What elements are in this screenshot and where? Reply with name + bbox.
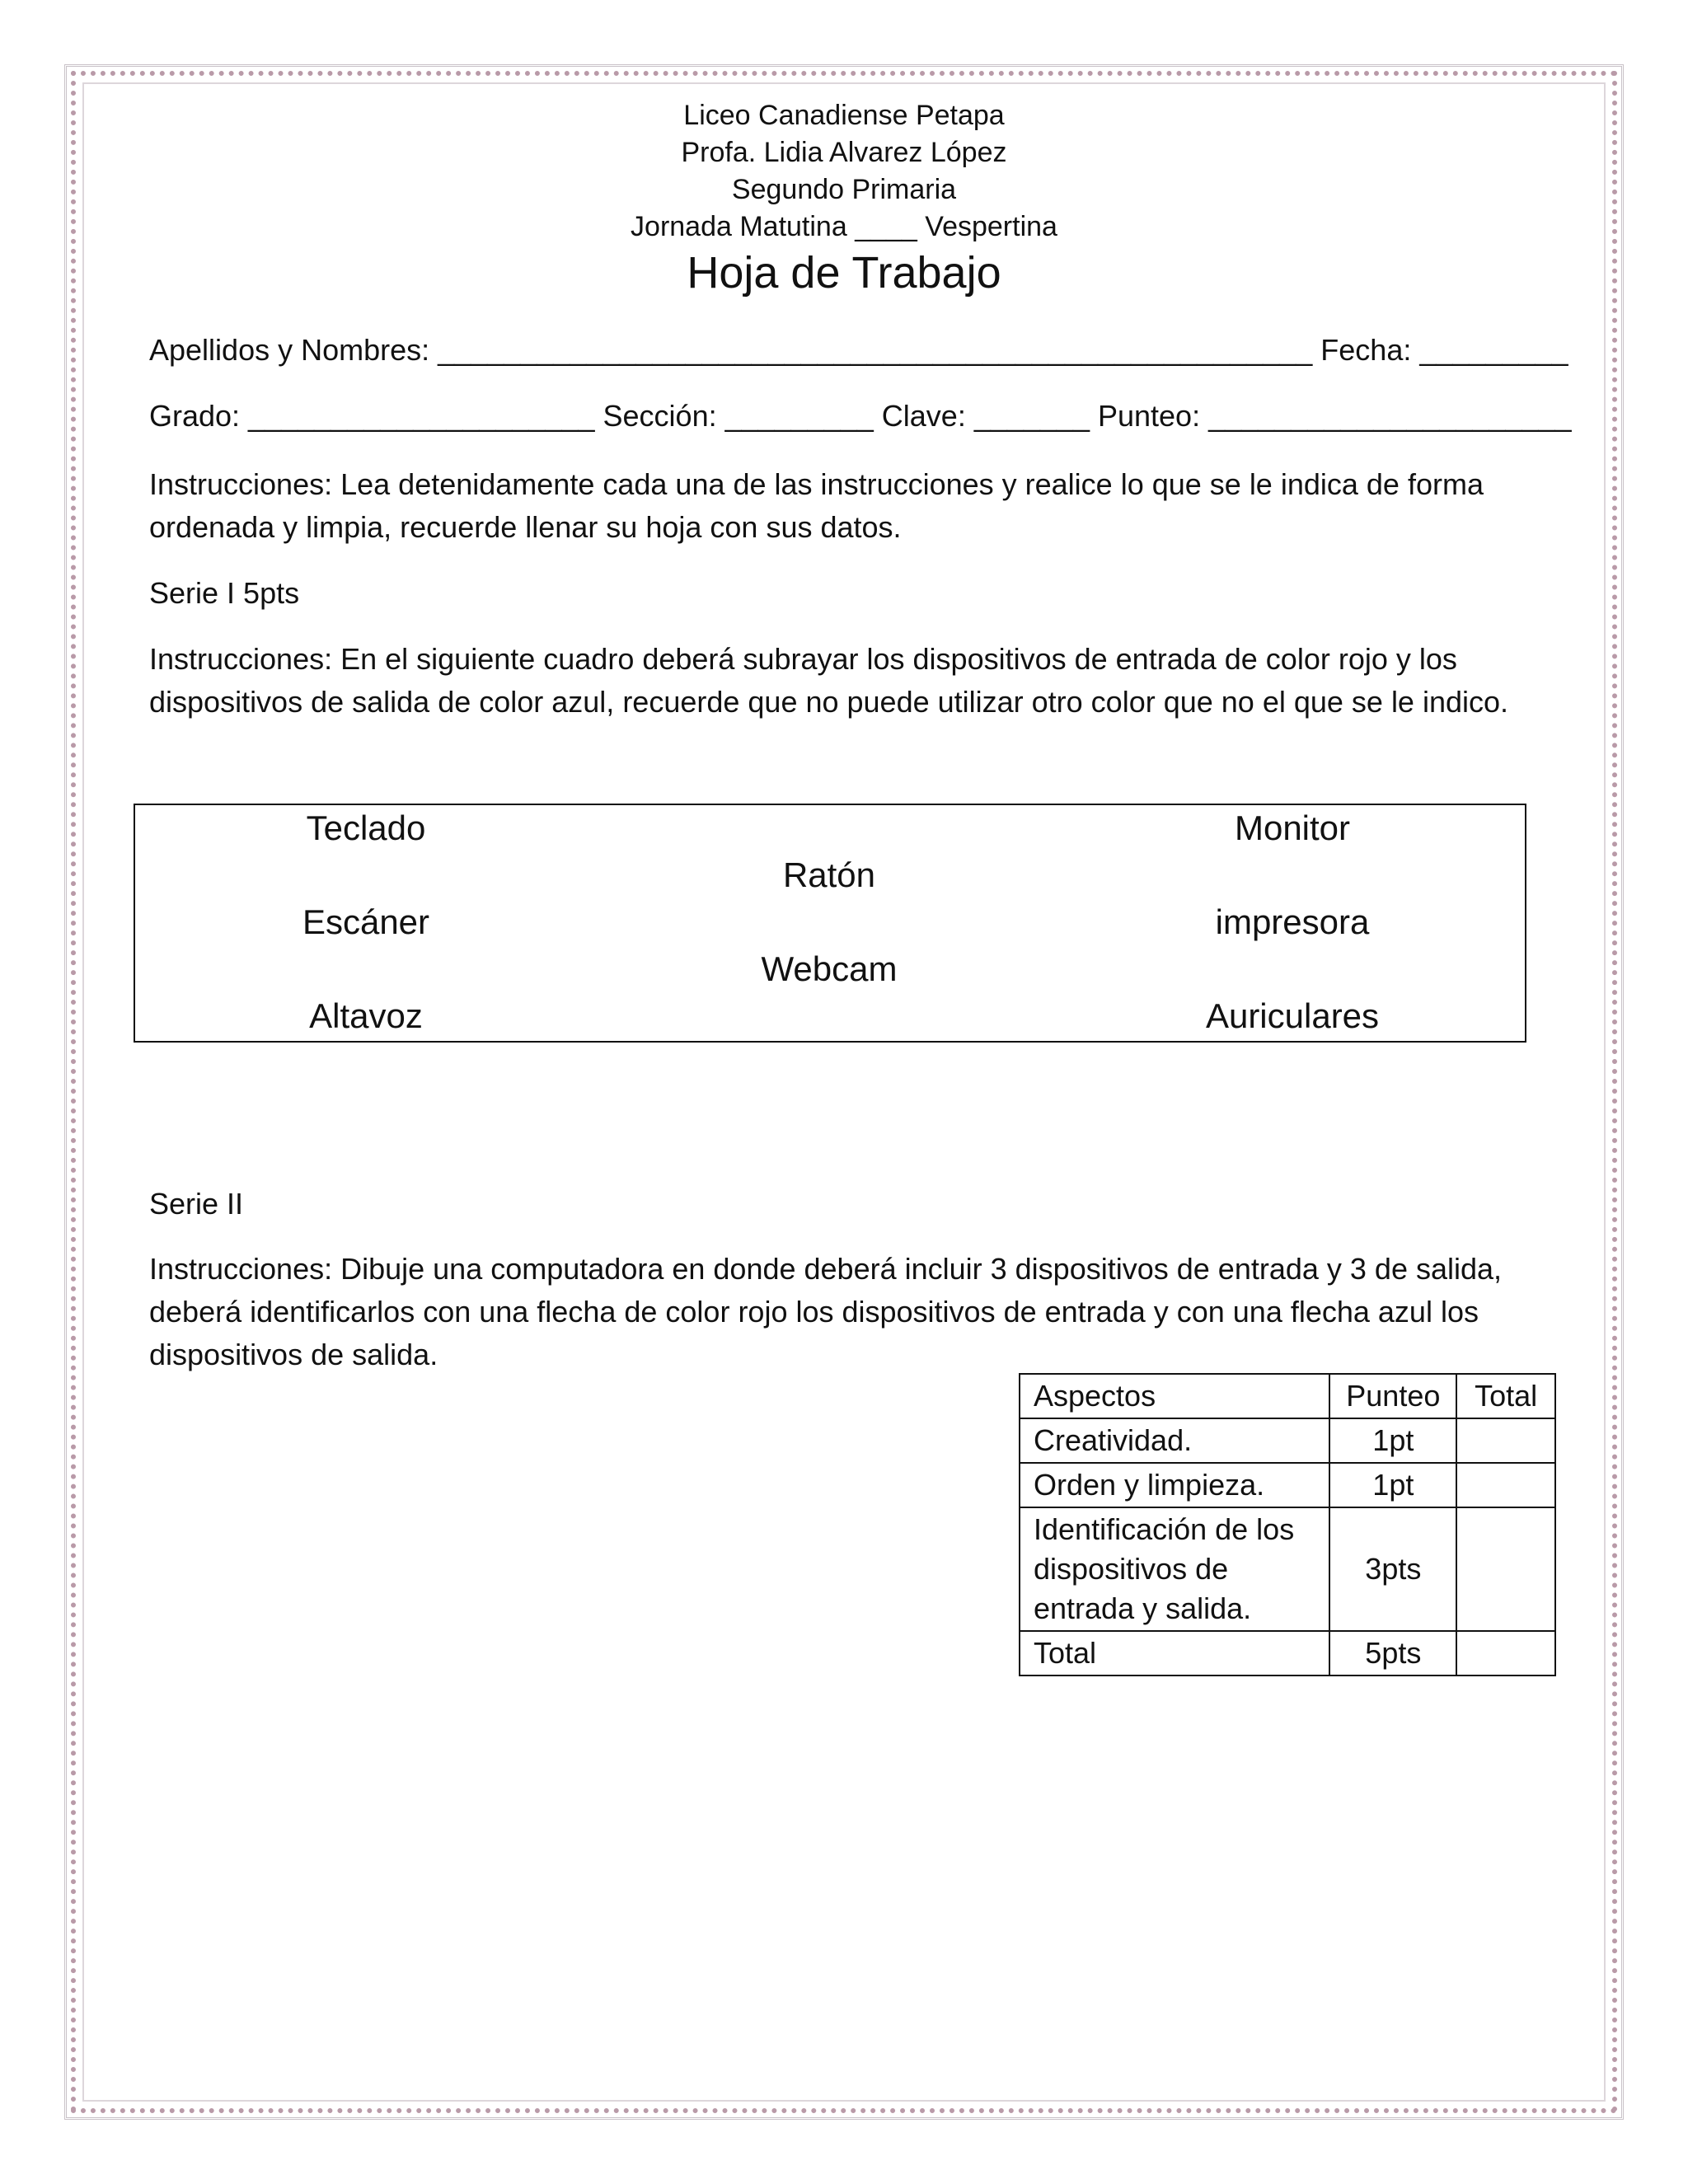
- word-teclado[interactable]: Teclado: [306, 808, 426, 847]
- word-altavoz[interactable]: Altavoz: [309, 996, 423, 1035]
- rubric-table: [1019, 1373, 1556, 1676]
- shift-line: Jornada Matutina ____ Vespertina: [631, 211, 1057, 242]
- rubric-total-cell[interactable]: [1456, 1418, 1555, 1463]
- rubric-header-total: Total: [1456, 1374, 1555, 1418]
- name-date-field[interactable]: Apellidos y Nombres: _____________________________________________________ Fecha: _________: [149, 333, 1568, 367]
- word-webcam[interactable]: Webcam: [761, 949, 898, 988]
- teacher-name: Profa. Lidia Alvarez López: [681, 137, 1007, 168]
- page-title: Hoja de Trabajo: [687, 248, 1001, 298]
- serie2-instructions: Instrucciones: Dibuje una computadora en donde deberá incluir 3 dispositivos de entrada y 3 de salida, deberá identificarlos con una flecha de color rojo los dispositivos de entrada y con una flecha azul los dispositivos de salida.: [149, 1252, 1503, 1371]
- rubric-row: [1020, 1507, 1555, 1631]
- rubric-row: [1020, 1463, 1555, 1507]
- rubric-total-cell[interactable]: [1456, 1631, 1555, 1675]
- rubric-row: [1020, 1631, 1555, 1675]
- rubric-aspect: Total: [1020, 1631, 1329, 1675]
- rubric-header-row: [1020, 1374, 1555, 1418]
- document-header: [0, 97, 1688, 246]
- rubric-aspect: Orden y limpieza.: [1020, 1463, 1329, 1507]
- word-impresora[interactable]: impresora: [1215, 902, 1370, 941]
- grade-level: Segundo Primaria: [731, 174, 957, 205]
- serie2-title: Serie II: [149, 1187, 244, 1221]
- rubric-header-points: Punteo: [1329, 1374, 1456, 1418]
- word-monitor[interactable]: Monitor: [1234, 808, 1351, 847]
- serie1-title: Serie I 5pts: [149, 576, 300, 610]
- grade-section-field[interactable]: Grado: _____________________ Sección: _________ Clave: _______ Punteo: ______________________: [149, 399, 1572, 433]
- word-escaner[interactable]: Escáner: [302, 902, 430, 941]
- word-raton[interactable]: Ratón: [782, 855, 876, 894]
- rubric-aspect: Identificación de los dispositivos de entrada y salida.: [1020, 1507, 1329, 1631]
- rubric-aspect: Creatividad.: [1020, 1418, 1329, 1463]
- rubric-total-cell[interactable]: [1456, 1507, 1555, 1631]
- rubric-header-aspect: Aspectos: [1020, 1374, 1329, 1418]
- rubric-points: 5pts: [1329, 1631, 1456, 1675]
- rubric-points: 3pts: [1329, 1507, 1456, 1631]
- main-instructions: Instrucciones: Lea detenidamente cada una de las instrucciones y realice lo que se le indica de forma ordenada y limpia, recuerde llenar su hoja con sus datos.: [149, 467, 1484, 544]
- device-words-box: [134, 804, 1526, 1043]
- school-name: Liceo Canadiense Petapa: [683, 100, 1005, 131]
- serie1-instructions: Instrucciones: En el siguiente cuadro deberá subrayar los dispositivos de entrada de color rojo y los dispositivos de salida de color azul, recuerde que no puede utilizar otro color que no el que se le indico.: [149, 642, 1509, 719]
- rubric-row: [1020, 1418, 1555, 1463]
- rubric-points: 1pt: [1329, 1463, 1456, 1507]
- rubric-points: 1pt: [1329, 1418, 1456, 1463]
- page-border-inner: [82, 82, 1606, 2102]
- word-auriculares[interactable]: Auriculares: [1205, 996, 1380, 1035]
- rubric-total-cell[interactable]: [1456, 1463, 1555, 1507]
